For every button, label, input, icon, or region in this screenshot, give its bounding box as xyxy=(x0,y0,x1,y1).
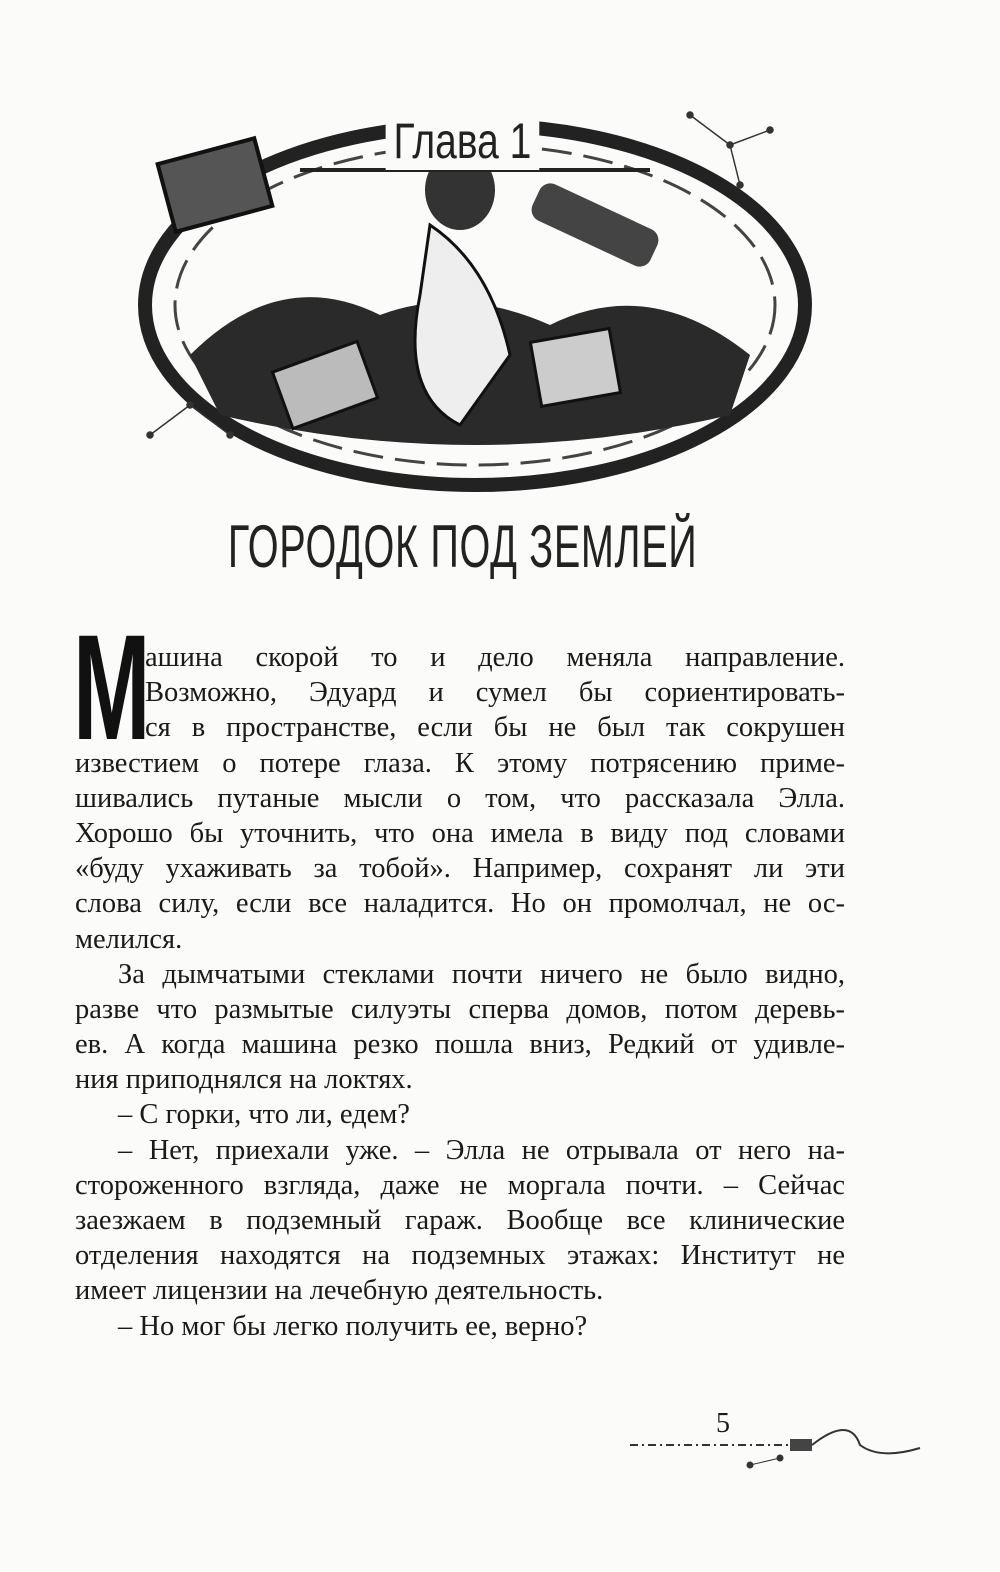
text-line: имеет лицензии на лечебную деятельность. xyxy=(75,1275,604,1307)
text-line: «буду ухаживать за тобой». Например, сохранят ли эти xyxy=(75,853,845,885)
text-line: За дымчатыми стеклами почти ничего не было видно, xyxy=(118,958,845,990)
text-line: стороженного взгляда, даже не моргала почти. – Сейчас xyxy=(75,1169,845,1201)
text-line: ния приподнялся на локтях. xyxy=(75,1064,413,1096)
dialog-line: – Но мог бы легко получить ее, верно? xyxy=(118,1310,588,1342)
text-line: шивались путаные мысли о том, что рассказала Элла. xyxy=(75,782,845,814)
text-line: ашина скорой то и дело меняла направление. xyxy=(145,642,845,673)
text-line: – Нет, приехали уже. – Элла не отрывала от него на- xyxy=(118,1134,845,1166)
drop-cap: М xyxy=(73,603,151,771)
chapter-label xyxy=(0,112,925,170)
text-line: известием о потере глаза. К этому потрясению приме- xyxy=(75,747,845,779)
text-line: ев. А когда машина резко пошла вниз, Редкий от удивле- xyxy=(75,1029,845,1061)
text-line: Возможно, Эдуард и сумел бы сориентировать- xyxy=(145,677,845,709)
text-line: мелился. xyxy=(75,923,183,955)
page-ornament xyxy=(630,1420,930,1480)
page-number: 5 xyxy=(716,1408,730,1439)
dialog-line: – С горки, что ли, едем? xyxy=(118,1099,410,1131)
body-text xyxy=(75,640,845,1344)
text-line: слова силу, если все наладится. Но он промолчал, не ос- xyxy=(75,888,845,920)
text-line: отделения находятся на подземных этажах: Институт не xyxy=(75,1240,845,1272)
text-line: заезжаем в подземный гараж. Вообще все клинические xyxy=(75,1205,845,1236)
chapter-title-text: ГОРОДОК ПОД ЗЕМЛЕЙ xyxy=(227,513,698,580)
text-line: Хорошо бы уточнить, что она имела в виду под словами xyxy=(75,817,845,849)
text-line: ся в пространстве, если бы не был так сокрушен xyxy=(145,712,845,744)
chapter-title xyxy=(0,512,925,581)
chapter-label-text: Глава 1 xyxy=(386,112,539,170)
text-line: разве что размытые силуэты сперва домов, потом деревь- xyxy=(75,993,845,1025)
